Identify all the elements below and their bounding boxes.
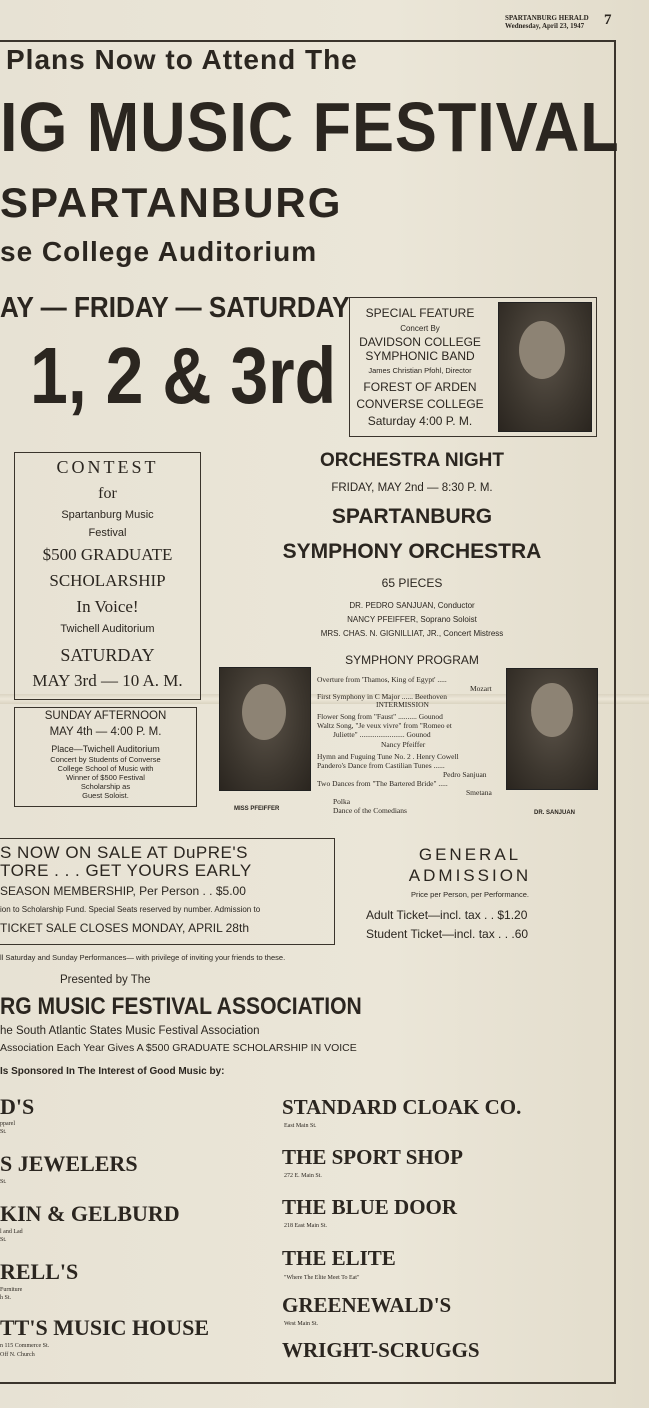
sponsor-left-sub: St. [0,1179,7,1185]
special-feature-l5: FOREST OF ARDEN [363,380,477,394]
program-line: Two Dances from "The Bartered Bride" ..... [317,779,448,788]
contest-l4: $500 GRADUATE [42,545,173,564]
sponsor-left-name: KIN & GELBURD [0,1201,180,1226]
sponsor-left-name: S JEWELERS [0,1151,138,1176]
special-feature-l1: Concert By [400,324,440,333]
sponsor-right-sub: 272 E. Main St. [284,1173,322,1179]
orchestra-pieces: 65 PIECES [381,576,443,590]
sponsor-right-sub: East Main St. [284,1123,317,1129]
presented-l5: Is Sponsored In The Interest of Good Music by: [0,1066,225,1077]
sunday-l5: Winner of $500 Festival [66,773,145,782]
sponsor-right-sub: "Where The Elite Meet To Eat" [284,1275,360,1281]
sponsor-left-sub: h St. [0,1295,12,1301]
contest-l2: Spartanburg Music [61,509,154,521]
director-photo [498,302,592,432]
sunday-l4: College School of Music with [57,764,154,773]
sponsor-right-name: THE SPORT SHOP [282,1145,463,1169]
headline-line1: Plans Now to Attend The [6,44,358,75]
tickets-l5: TICKET SALE CLOSES MONDAY, APRIL 28th [0,921,249,935]
presented-l4: Association Each Year Gives A $500 GRADUATE SCHOLARSHIP IN VOICE [0,1042,357,1054]
program-line: Overture from 'Thamos, King of Egypt' ..... [317,675,447,684]
sponsor-left-sub: Furniture [0,1287,23,1293]
special-feature-l2: DAVIDSON COLLEGE [359,335,481,349]
sponsor-left-sub: Off N. Church [0,1352,35,1358]
sponsor-right-sub: 218 East Main St. [284,1223,327,1229]
sponsor-right-sub: West Main St. [284,1321,319,1327]
tickets-box [0,838,335,945]
contest-l8: SATURDAY [60,645,155,665]
sanjuan-photo [506,668,598,790]
special-feature-l6: CONVERSE COLLEGE [356,397,484,411]
sponsor-left-name: TT'S MUSIC HOUSE [0,1315,210,1340]
program-line: Waltz Song, "Je veux vivre" from "Romeo et [317,721,452,730]
sponsor-left-name: D'S [0,1094,35,1119]
sponsor-right-name: GREENEWALD'S [282,1293,452,1317]
special-feature-title: SPECIAL FEATURE [365,306,475,320]
orchestra-name2: SYMPHONY ORCHESTRA [282,540,542,563]
sponsor-left-sub: St. [0,1129,7,1135]
orchestra-credit-2: NANCY PFEIFFER, Soprano Soloist [347,615,477,624]
program-line: Polka [333,797,351,806]
admission-student: Student Ticket—incl. tax . . .60 [366,927,529,941]
contest-title: CONTEST [56,457,159,477]
special-feature-l4: James Christian Pfohl, Director [368,366,472,375]
special-feature-l3: SYMPHONIC BAND [365,349,475,363]
sponsor-right-name: STANDARD CLOAK CO. [282,1095,522,1119]
contest-l7: Twichell Auditorium [60,623,155,635]
admission-title-2: ADMISSION [408,866,532,885]
sponsor-left-sub: n 115 Commerce St. [0,1343,50,1349]
headline-days: AY — FRIDAY — SATURDAY [0,292,350,324]
sponsor-left-sub: l and Lad [0,1229,23,1235]
orchestra-name1: SPARTANBURG [331,505,493,528]
sunday-l2: Place—Twichell Auditorium [51,744,160,754]
masthead-paper: SPARTANBURG HERALD [505,14,589,22]
sunday-box [14,707,197,807]
sunday-l6: Scholarship as [80,782,131,791]
masthead-date: Wednesday, April 23, 1947 [505,22,585,30]
program-line: First Symphony in C Major ...... Beethoven [317,692,447,701]
sunday-l7: Guest Soloist. [82,791,129,800]
admission-title-1: GENERAL [418,845,522,864]
program-line: Flower Song from "Faust" .......... Gounod [317,712,443,721]
contest-l9: MAY 3rd — 10 A. M. [32,671,183,690]
tickets-l3: SEASON MEMBERSHIP, Per Person . . $5.00 [0,884,246,898]
sponsor-right-name: THE BLUE DOOR [282,1195,458,1219]
headline-dates: 1, 2 & 3rd [30,331,337,420]
sunday-title: SUNDAY AFTERNOON [44,710,167,722]
orchestra-credit-1: DR. PEDRO SANJUAN, Conductor [349,601,475,610]
sponsor-right-name: THE ELITE [282,1246,396,1270]
caption-sanjuan: DR. SANJUAN [534,810,576,816]
sponsor-left-name: RELL'S [0,1259,79,1284]
sunday-l1: MAY 4th — 4:00 P. M. [49,726,162,738]
program-line: Dance of the Comedians [333,806,407,815]
program-line: Hymn and Fuguing Tune No. 2 . Henry Cowell [317,752,459,761]
program-line: Pedro Sanjuan [443,770,487,779]
presented-l1: Presented by The [60,974,151,986]
headline-line2: IG MUSIC FESTIVAL [0,88,620,166]
tickets-l4: ion to Scholarship Fund. Special Seats reserved by number. Admission to [0,905,261,914]
pfeiffer-photo [219,667,311,791]
contest-l1: for [98,485,117,502]
admission-sub: Price per Person, per Performance. [411,890,529,899]
tickets-l6: ll Saturday and Sunday Performances— with privilege of inviting your friends to these. [0,953,286,962]
headline-line3: SPARTANBURG [0,179,343,226]
headline-line4: se College Auditorium [0,236,318,267]
tickets-l2: TORE . . . GET YOURS EARLY [0,861,252,880]
program-line: Mozart [470,684,492,693]
contest-l3: Festival [88,527,127,539]
orchestra-title: ORCHESTRA NIGHT [319,450,505,471]
program-line: INTERMISSION [376,700,429,709]
orchestra-credit-3: MRS. CHAS. N. GIGNILLIAT, JR., Concert Mistress [320,629,504,638]
contest-l5: SCHOLARSHIP [49,571,166,590]
masthead [505,14,589,30]
program-title: SYMPHONY PROGRAM [345,653,479,667]
sponsor-left-sub: pparel [0,1121,15,1127]
admission-adult: Adult Ticket—incl. tax . . $1.20 [366,908,528,922]
presented-l3: he South Atlantic States Music Festival Association [0,1025,260,1037]
program-line: Juliette" ........................ Gounod [333,730,431,739]
sponsor-left-sub: St. [0,1237,7,1243]
contest-box [14,452,201,700]
program-line: Pandero's Dance from Castilian Tunes ...... [317,761,445,770]
sunday-l3: Concert by Students of Converse [50,755,161,764]
sponsor-right-name: WRIGHT-SCRUGGS [282,1338,480,1362]
presented-l2: RG MUSIC FESTIVAL ASSOCIATION [0,993,362,1020]
program-line: Nancy Pfeiffer [381,740,426,749]
contest-l6: In Voice! [76,597,139,616]
page-number: 7 [604,12,612,28]
tickets-l1: S NOW ON SALE AT DuPRE'S [0,843,248,862]
special-feature-l7: Saturday 4:00 P. M. [367,414,473,428]
program-line: Smetana [466,788,492,797]
caption-pfeiffer: MISS PFEIFFER [234,806,280,812]
special-feature-box [349,297,597,437]
orchestra-when: FRIDAY, MAY 2nd — 8:30 P. M. [331,482,493,494]
